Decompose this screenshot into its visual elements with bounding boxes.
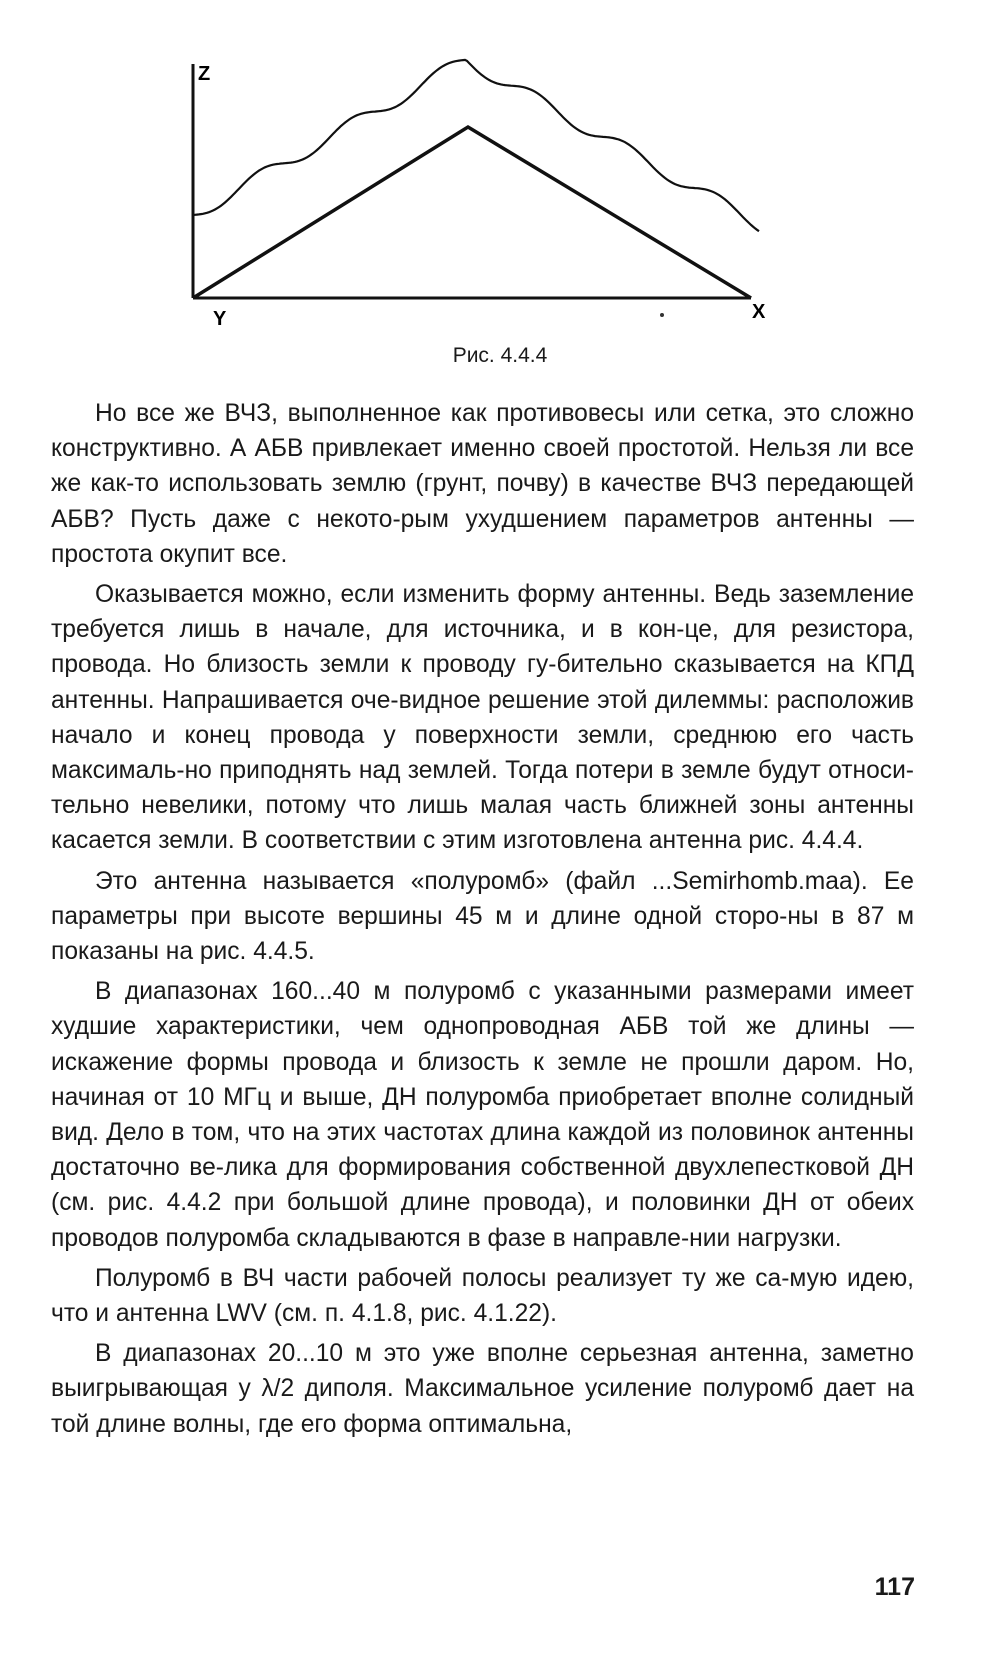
antenna-wire [193, 127, 751, 298]
paragraph: В диапазонах 20...10 м это уже вполне серьезная антенна, заметно выигрывающая у λ/2 диполя. Максимальное усиление полуромб дает на той длине волны, где его форма оптимальна, [51, 1340, 914, 1438]
axis-label-z: Z [198, 63, 211, 85]
body-text [51, 396, 914, 1447]
paragraph: В диапазонах 160...40 м полуромб с указанными размерами имеет худшие характеристики, чем однопроводная АБВ той же длины — искажение формы провода и близость к земле не прошли даром. Но, начиная от 10 МГц и выше, ДН полуромба приобретает вполне солидный вид. Дело в том, что на этих частотах длина каждой из половинок антенны достаточно ве-лика для формирования собственной двухлепестковой ДН (см. рис. 4.4.2 при большой длине провода), и половинки ДН от обеих проводов полуромба складываются в фазе в направле-нии нагрузки. [51, 978, 914, 1252]
stray-dot [660, 313, 664, 317]
paragraph: Это антенна называется «полуромб» (файл ...Semirhomb.maa). Ее параметры при высоте вершины 45 м и длине одной сторо-ны в 87 м показаны на рис. 4.4.5. [51, 867, 914, 966]
semirhomb-diagram [0, 0, 1000, 330]
radiation-pattern-curve [193, 60, 759, 231]
axis-label-x: X [752, 301, 766, 323]
antenna-figure [0, 0, 1000, 330]
paragraph: Полуромб в ВЧ части рабочей полосы реализует ту же са-мую идею, что и антенна LWV (см. п. 4.1.8, рис. 4.1.22). [51, 1264, 914, 1328]
paragraph: Но все же ВЧЗ, выполненное как противовесы или сетка, это сложно конструктивно. А АБВ привлекает именно своей простотой. Нельзя ли все же как-то использовать землю (грунт, почву) в качестве ВЧЗ передающей АБВ? Пусть даже с некото-рым ухудшением параметров антенны — простота окупит все. [51, 400, 914, 568]
paragraph: Оказывается можно, если изменить форму антенны. Ведь заземление требуется лишь в начале, для источника, и в кон-це, для резистора, провода. Но близость земли к проводу гу-бительно сказывается на КПД антенны. Напрашивается оче-видное решение этой дилеммы: расположив начало и конец провода у поверхности земли, среднюю его часть максималь-но приподнять над землей. Тогда потери в земле будут относи-тельно невелики, потому что лишь малая часть ближней зоны антенны касается земли. В соответствии с этим изготовлена антенна рис. 4.4.4. [51, 581, 914, 855]
figure-caption: Рис. 4.4.4 [452, 344, 548, 367]
axis-label-y: Y [213, 308, 227, 330]
page-number: 117 [874, 1573, 915, 1601]
